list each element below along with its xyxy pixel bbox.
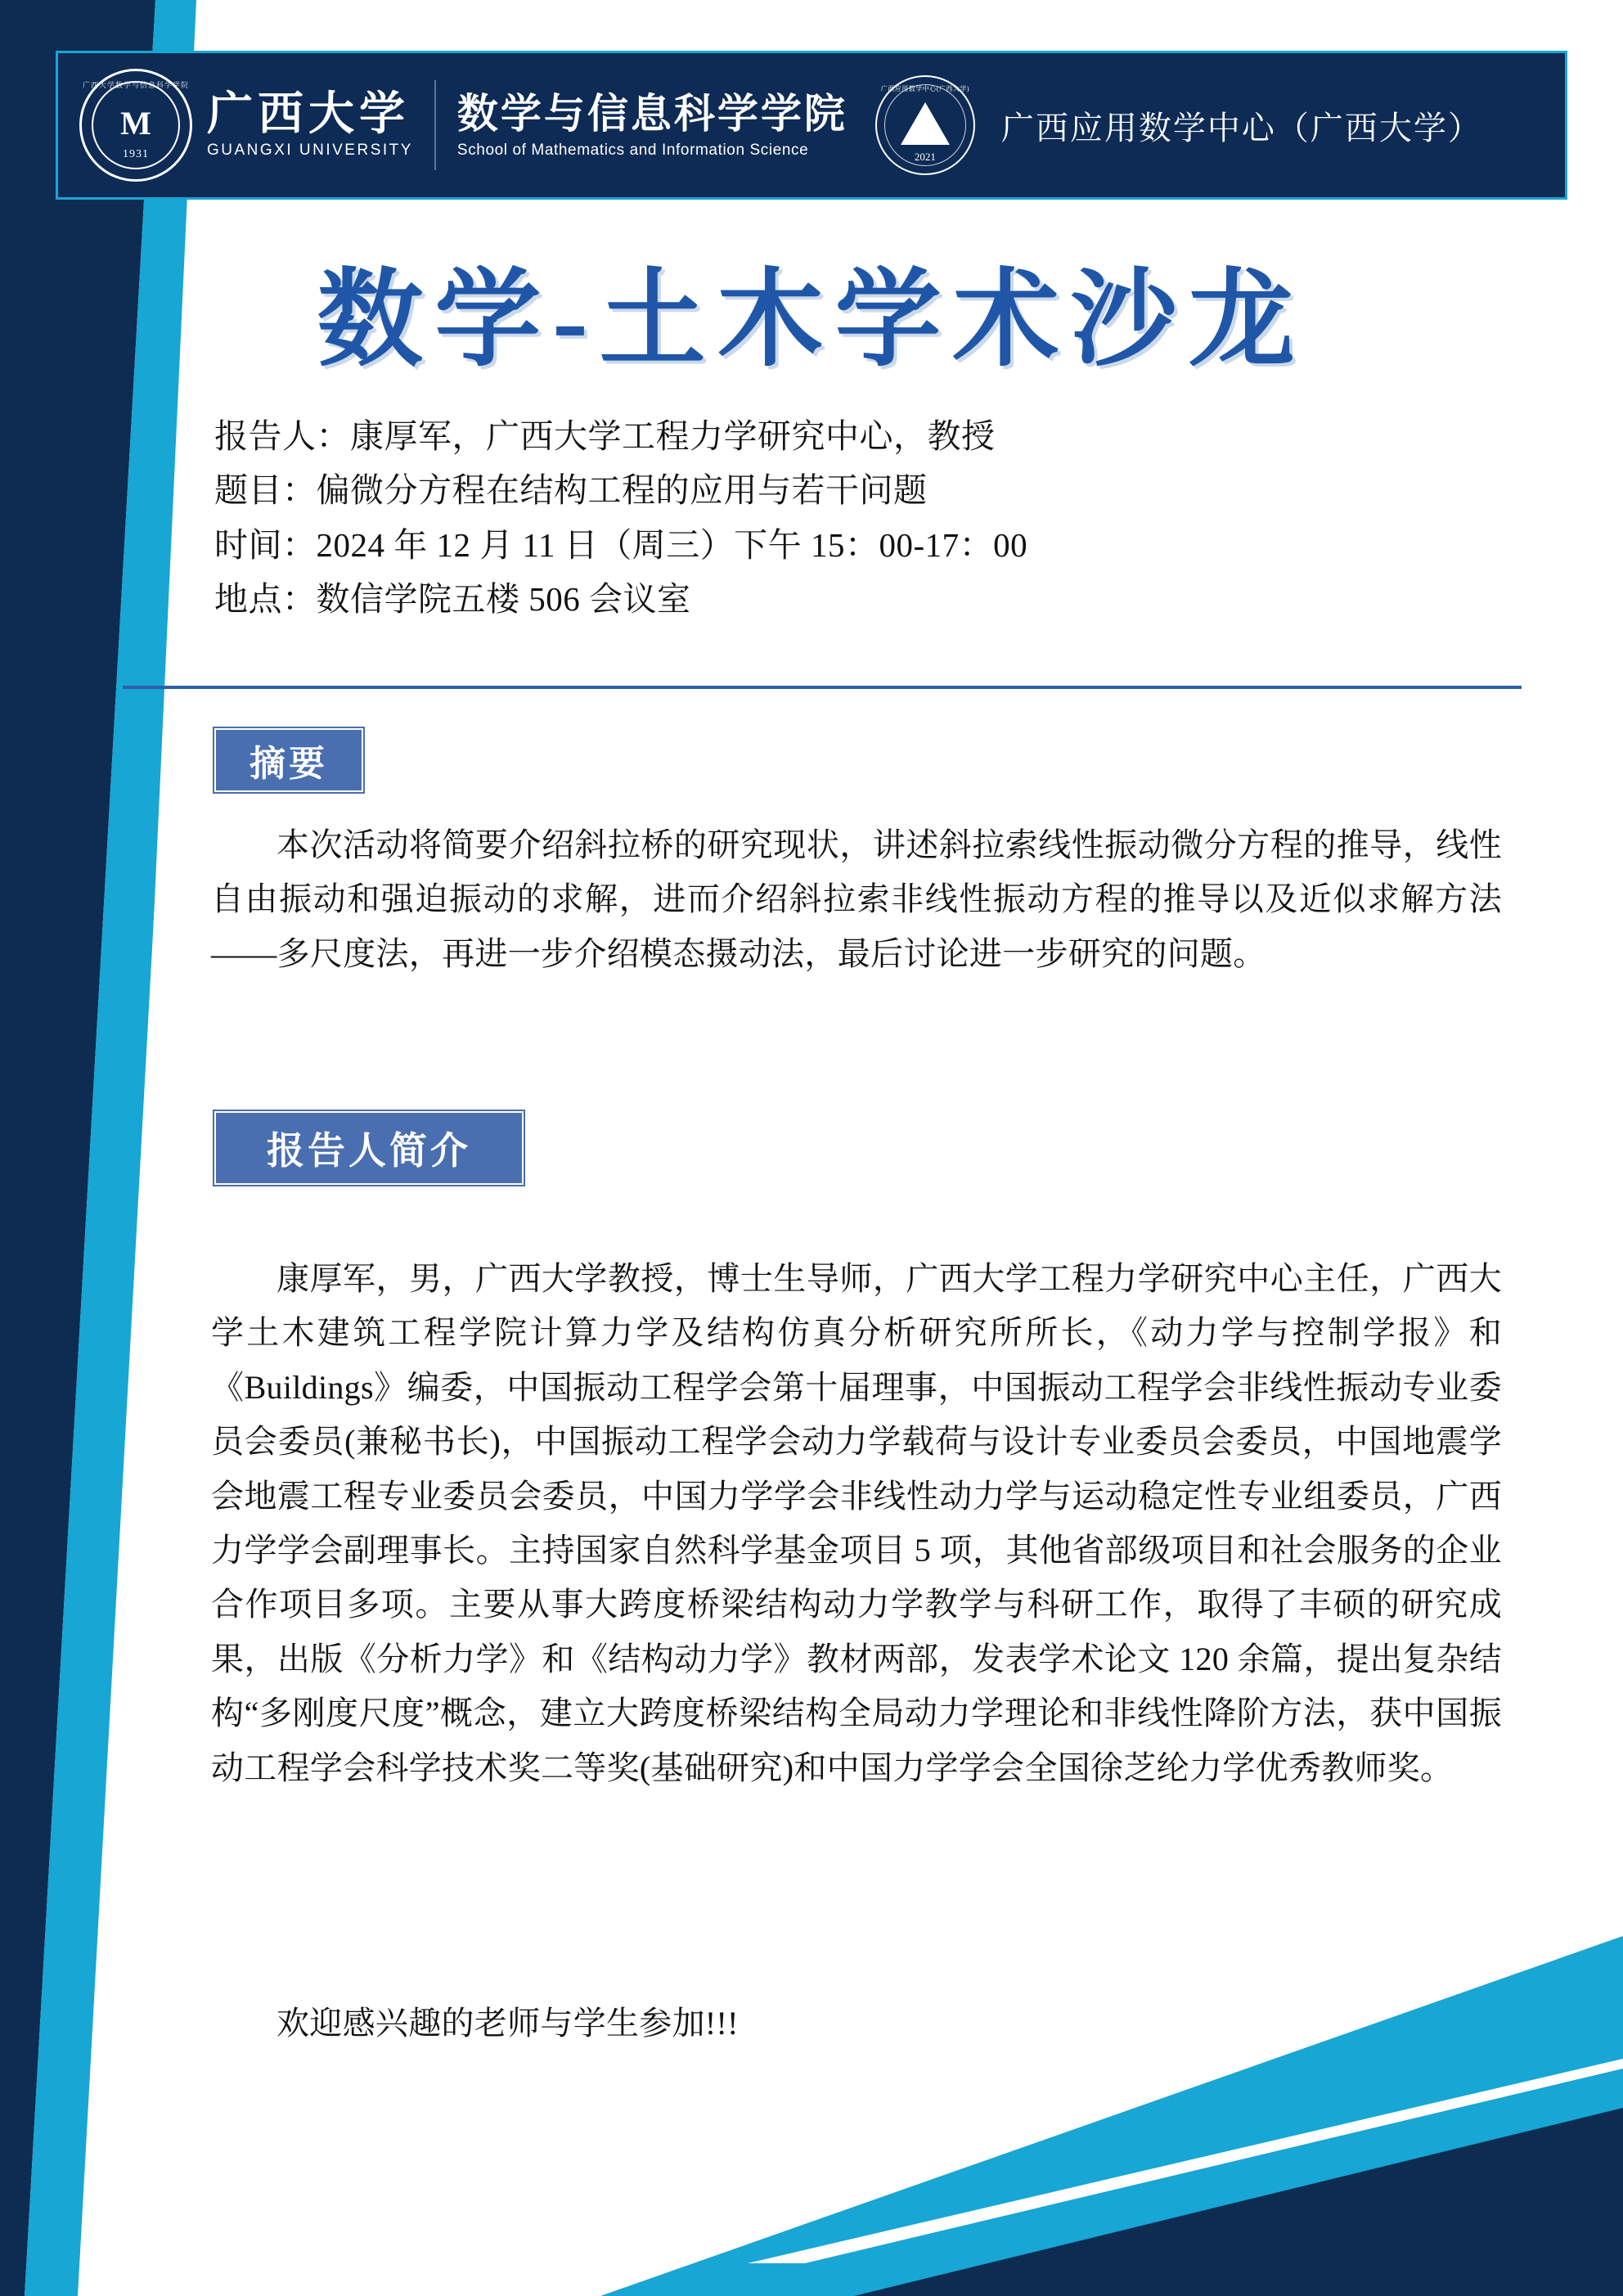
info-location: 地点：数信学院五楼 506 会议室 <box>214 580 691 619</box>
applied-math-center-name: 广西应用数学中心（广西大学） <box>1000 110 1482 146</box>
section-heading-abstract: 摘要 <box>214 728 363 792</box>
info-time: 时间：2024 年 12 月 11 日（周三）下午 15：00-17：00 <box>214 525 1028 564</box>
section-heading-speaker-bio: 报告人简介 <box>214 1111 524 1185</box>
applied-math-center-seal-icon <box>875 75 975 175</box>
page-title: 数学-土木学术沙龙 <box>317 262 1306 380</box>
header-divider <box>434 80 436 170</box>
speaker-bio-paragraph: 康厚军，男，广西大学教授，博士生导师，广西大学工程力学研究中心主任，广西大学土木建筑工程学院计算力学及结构仿真分析研究所所长，《动力学与控制学报》和《Buildings》编委，中国振动工程学会第十届理事，中国振动工程学会非线性振动专业委员会委员(兼秘书长)，中国振动工程学会动力学载荷与设计专业委员会委员，中国地震学会地震工程专业委员会委员，中国力学学会非线性动力学与运动稳定性专业组委员，广西力学学会副理事长。主持国家自然科学基金项目 5 项，其他省部级项目和社会服务的企业合作项目多项。主要从事大跨度桥梁结构动力学教学与科研工作，取得了丰硕的研究成果，出版《分析力学》和《结构动力学》教材两部，发表学术论文 120 余篇，提出复杂结构“多刚度尺度”概念，建立大跨度桥梁结构全局动力学理论和非线性降阶方法，获中国振动工程学会科学技术奖二等奖(基础研究)和中国力学学会全国徐芝纶力学优秀教师奖。 <box>211 1260 1502 1786</box>
center-seal-outer-text: 广西应用数学中心(广西大学) <box>880 85 970 92</box>
welcome-note: 欢迎感兴趣的老师与学生参加!!! <box>276 2005 739 2042</box>
university-name-cn: 广西大学 <box>207 88 410 140</box>
info-topic: 题目：偏微分方程在结构工程的应用与若干问题 <box>214 471 928 510</box>
header-banner <box>56 51 1567 200</box>
info-speaker: 报告人：康厚军，广西大学工程力学研究中心，教授 <box>214 417 996 455</box>
horizontal-rule <box>123 686 1522 689</box>
abstract-paragraph: 本次活动将简要介绍斜拉桥的研究现状，讲述斜拉索线性振动微分方程的推导，线性自由振动和强迫振动的求解，进而介绍斜拉索非线性振动方程的推导以及近似求解方法——多尺度法，再进一步介绍模态摄动法，最后讨论进一步研究的问题。 <box>211 826 1502 972</box>
university-seal-year: 1931 <box>123 148 149 160</box>
university-seal-icon <box>79 69 192 182</box>
school-brand <box>457 92 847 160</box>
school-name-en: School of Mathematics and Information Science <box>456 141 809 159</box>
university-seal-letter: M <box>120 105 151 142</box>
university-seal-outer-text: 广西大学数学与信息科学学院 <box>82 81 189 89</box>
university-name-en: GUANGXI UNIVERSITY <box>207 142 413 160</box>
university-brand <box>207 88 413 160</box>
event-info <box>214 409 1490 627</box>
center-seal-year: 2021 <box>914 151 936 163</box>
school-name-cn: 数学与信息科学学院 <box>456 90 847 137</box>
